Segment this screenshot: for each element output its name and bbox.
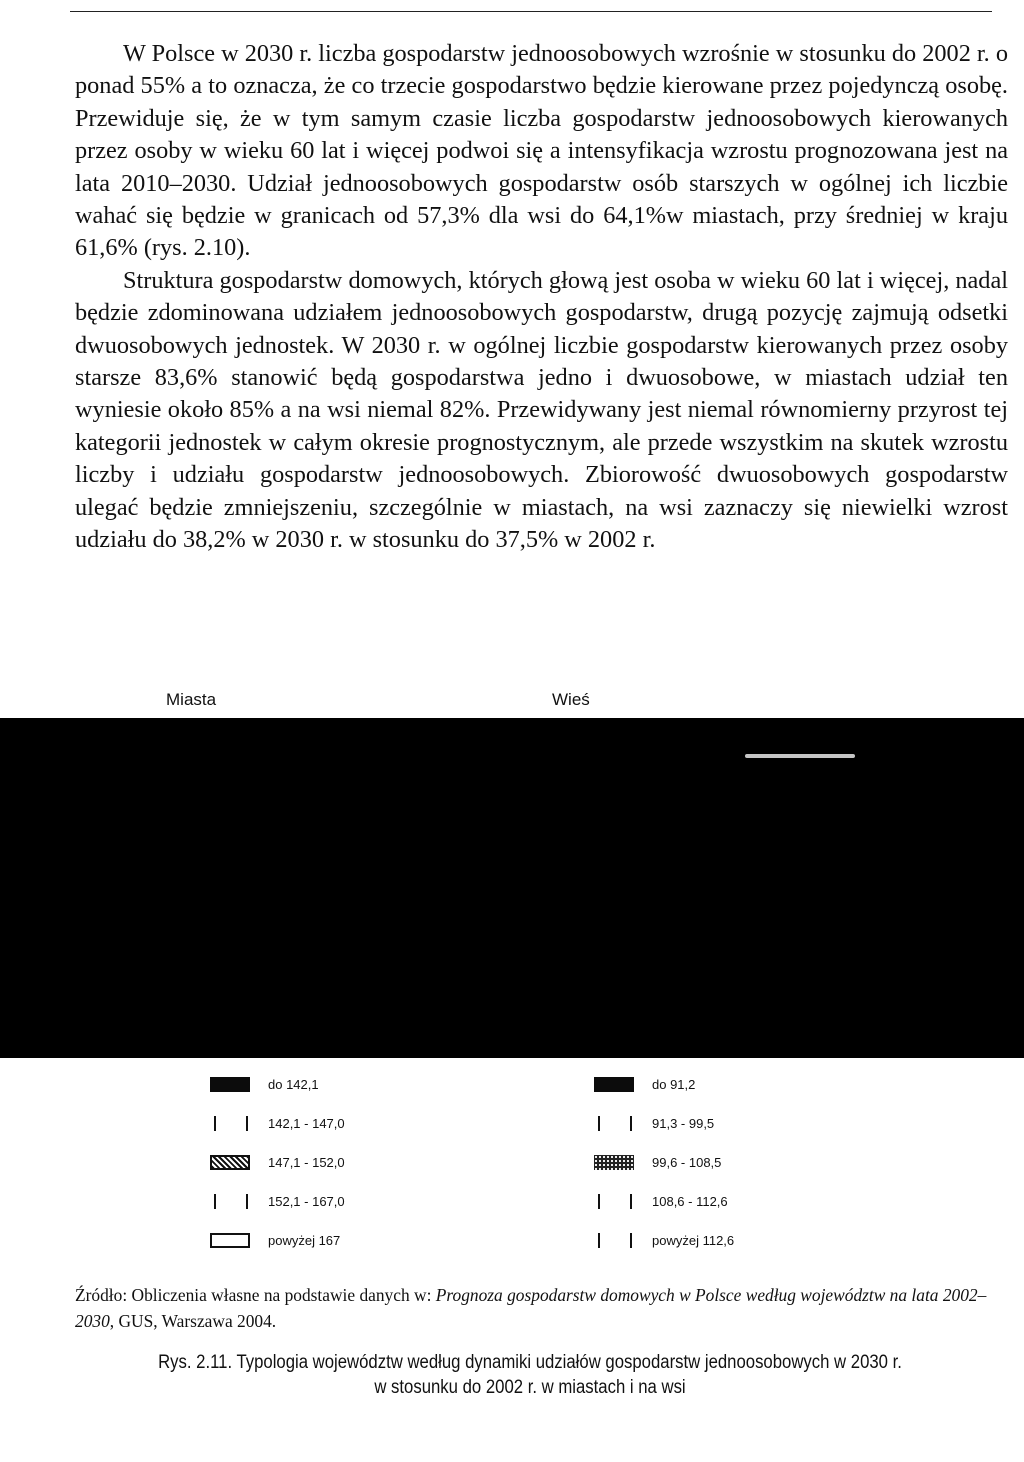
legend-label: 142,1 - 147,0 [268, 1115, 345, 1131]
legend-swatch [598, 1233, 632, 1248]
source-title: Prognoza gospodarstw domowych w Polsce według województw na lata 2002–2030 [75, 1285, 987, 1331]
maps-image [0, 718, 1024, 1058]
legend-row [594, 1185, 734, 1217]
legend-label: do 91,2 [652, 1076, 696, 1092]
body-text [75, 38, 1008, 557]
legend-label: 108,6 - 112,6 [652, 1193, 728, 1209]
legend-swatch [598, 1116, 632, 1131]
map-title-rural: Wieś [552, 690, 590, 709]
legend-swatch [210, 1233, 250, 1248]
legend-swatch [214, 1194, 248, 1209]
legend-swatch [594, 1155, 634, 1170]
source-suffix: , GUS, Warszawa 2004. [109, 1311, 277, 1331]
legend-row [210, 1224, 345, 1256]
legend-swatch [210, 1155, 250, 1170]
source-note [75, 1282, 1008, 1334]
legend-swatch [594, 1077, 634, 1092]
legend-row [594, 1224, 734, 1256]
legend-swatch [214, 1116, 248, 1131]
legend-row [594, 1146, 734, 1178]
legend-label: powyżej 112,6 [652, 1232, 735, 1248]
legend-label: 99,6 - 108,5 [652, 1154, 722, 1170]
map-artifact [745, 754, 855, 758]
legend-row [210, 1068, 345, 1100]
paragraph-2: Struktura gospodarstw domowych, których głową jest osoba w wieku 60 lat i więcej, nadal będzie zdominowana udziałem jednoosobowych gospodarstw, drugą pozycję zajmują odsetki dwuosobowych jednostek. W 2030 r. w ogólnej liczbie gospodarstw kierowanych przez osoby starsze 83,6% stanowić będą gospodarstwa jedno i dwuosobowe, w miastach udział ten wyniesie około 85% a na wsi niemal 82%. Przewidywany jest niemal równomierny przyrost tej kategorii jednostek w całym okresie prognostycznym, ale przede wszystkim na skutek wzrostu liczby i udziału gospodarstw jednoosobowych. Zbiorowość dwuosobowych gospodarstw ulegać będzie zmniejszeniu, szczególnie w miastach, na wsi zaznaczy się niewielki wzrost udziału do 38,2% w 2030 r. w stosunku do 37,5% w 2002 r. [75, 266, 1008, 554]
legend-label: do 142,1 [268, 1076, 319, 1092]
legend-row [594, 1068, 734, 1100]
legend-swatch [598, 1194, 632, 1209]
source-prefix: Źródło: Obliczenia własne na podstawie danych w: [75, 1285, 436, 1305]
legend-row [594, 1107, 734, 1139]
caption-line-2: w stosunku do 2002 r. w miastach i na wsi [374, 1377, 686, 1398]
legend-rural [594, 1068, 734, 1263]
legend-row [210, 1107, 345, 1139]
legend-label: 152,1 - 167,0 [268, 1193, 345, 1209]
paragraph-1: W Polsce w 2030 r. liczba gospodarstw jednoosobowych wzrośnie w stosunku do 2002 r. o ponad 55% a to oznacza, że co trzecie gospodarstwo będzie kierowane przez pojedynczą osobę. Przewiduje się, że w tym samym czasie liczba gospodarstw jednoosobowych kierowanych przez osoby w wieku 60 lat i więcej podwoi się a intensyfikacja wzrostu prognozowana jest na lata 2010–2030. Udział jednoosobowych gospodarstw osób starszych w ogólnej ich liczbie wahać się będzie w granicach od 57,3% dla wsi do 64,1%w miastach, przy średniej w kraju 61,6% (rys. 2.10). [75, 40, 1008, 262]
legend-label: 91,3 - 99,5 [652, 1115, 715, 1131]
map-title-cities: Miasta [166, 690, 217, 709]
legend-row [210, 1146, 345, 1178]
figure-caption [116, 1350, 943, 1400]
caption-line-1: Rys. 2.11. Typologia województw według dynamiki udziałów gospodarstw jednoosobowych w 2030 r. [158, 1352, 902, 1373]
legend-label: powyżej 167 [268, 1232, 341, 1248]
legend-swatch [210, 1077, 250, 1092]
legend-label: 147,1 - 152,0 [268, 1154, 345, 1170]
legend-cities [210, 1068, 345, 1263]
legend-row [210, 1185, 345, 1217]
top-rule [70, 11, 992, 12]
